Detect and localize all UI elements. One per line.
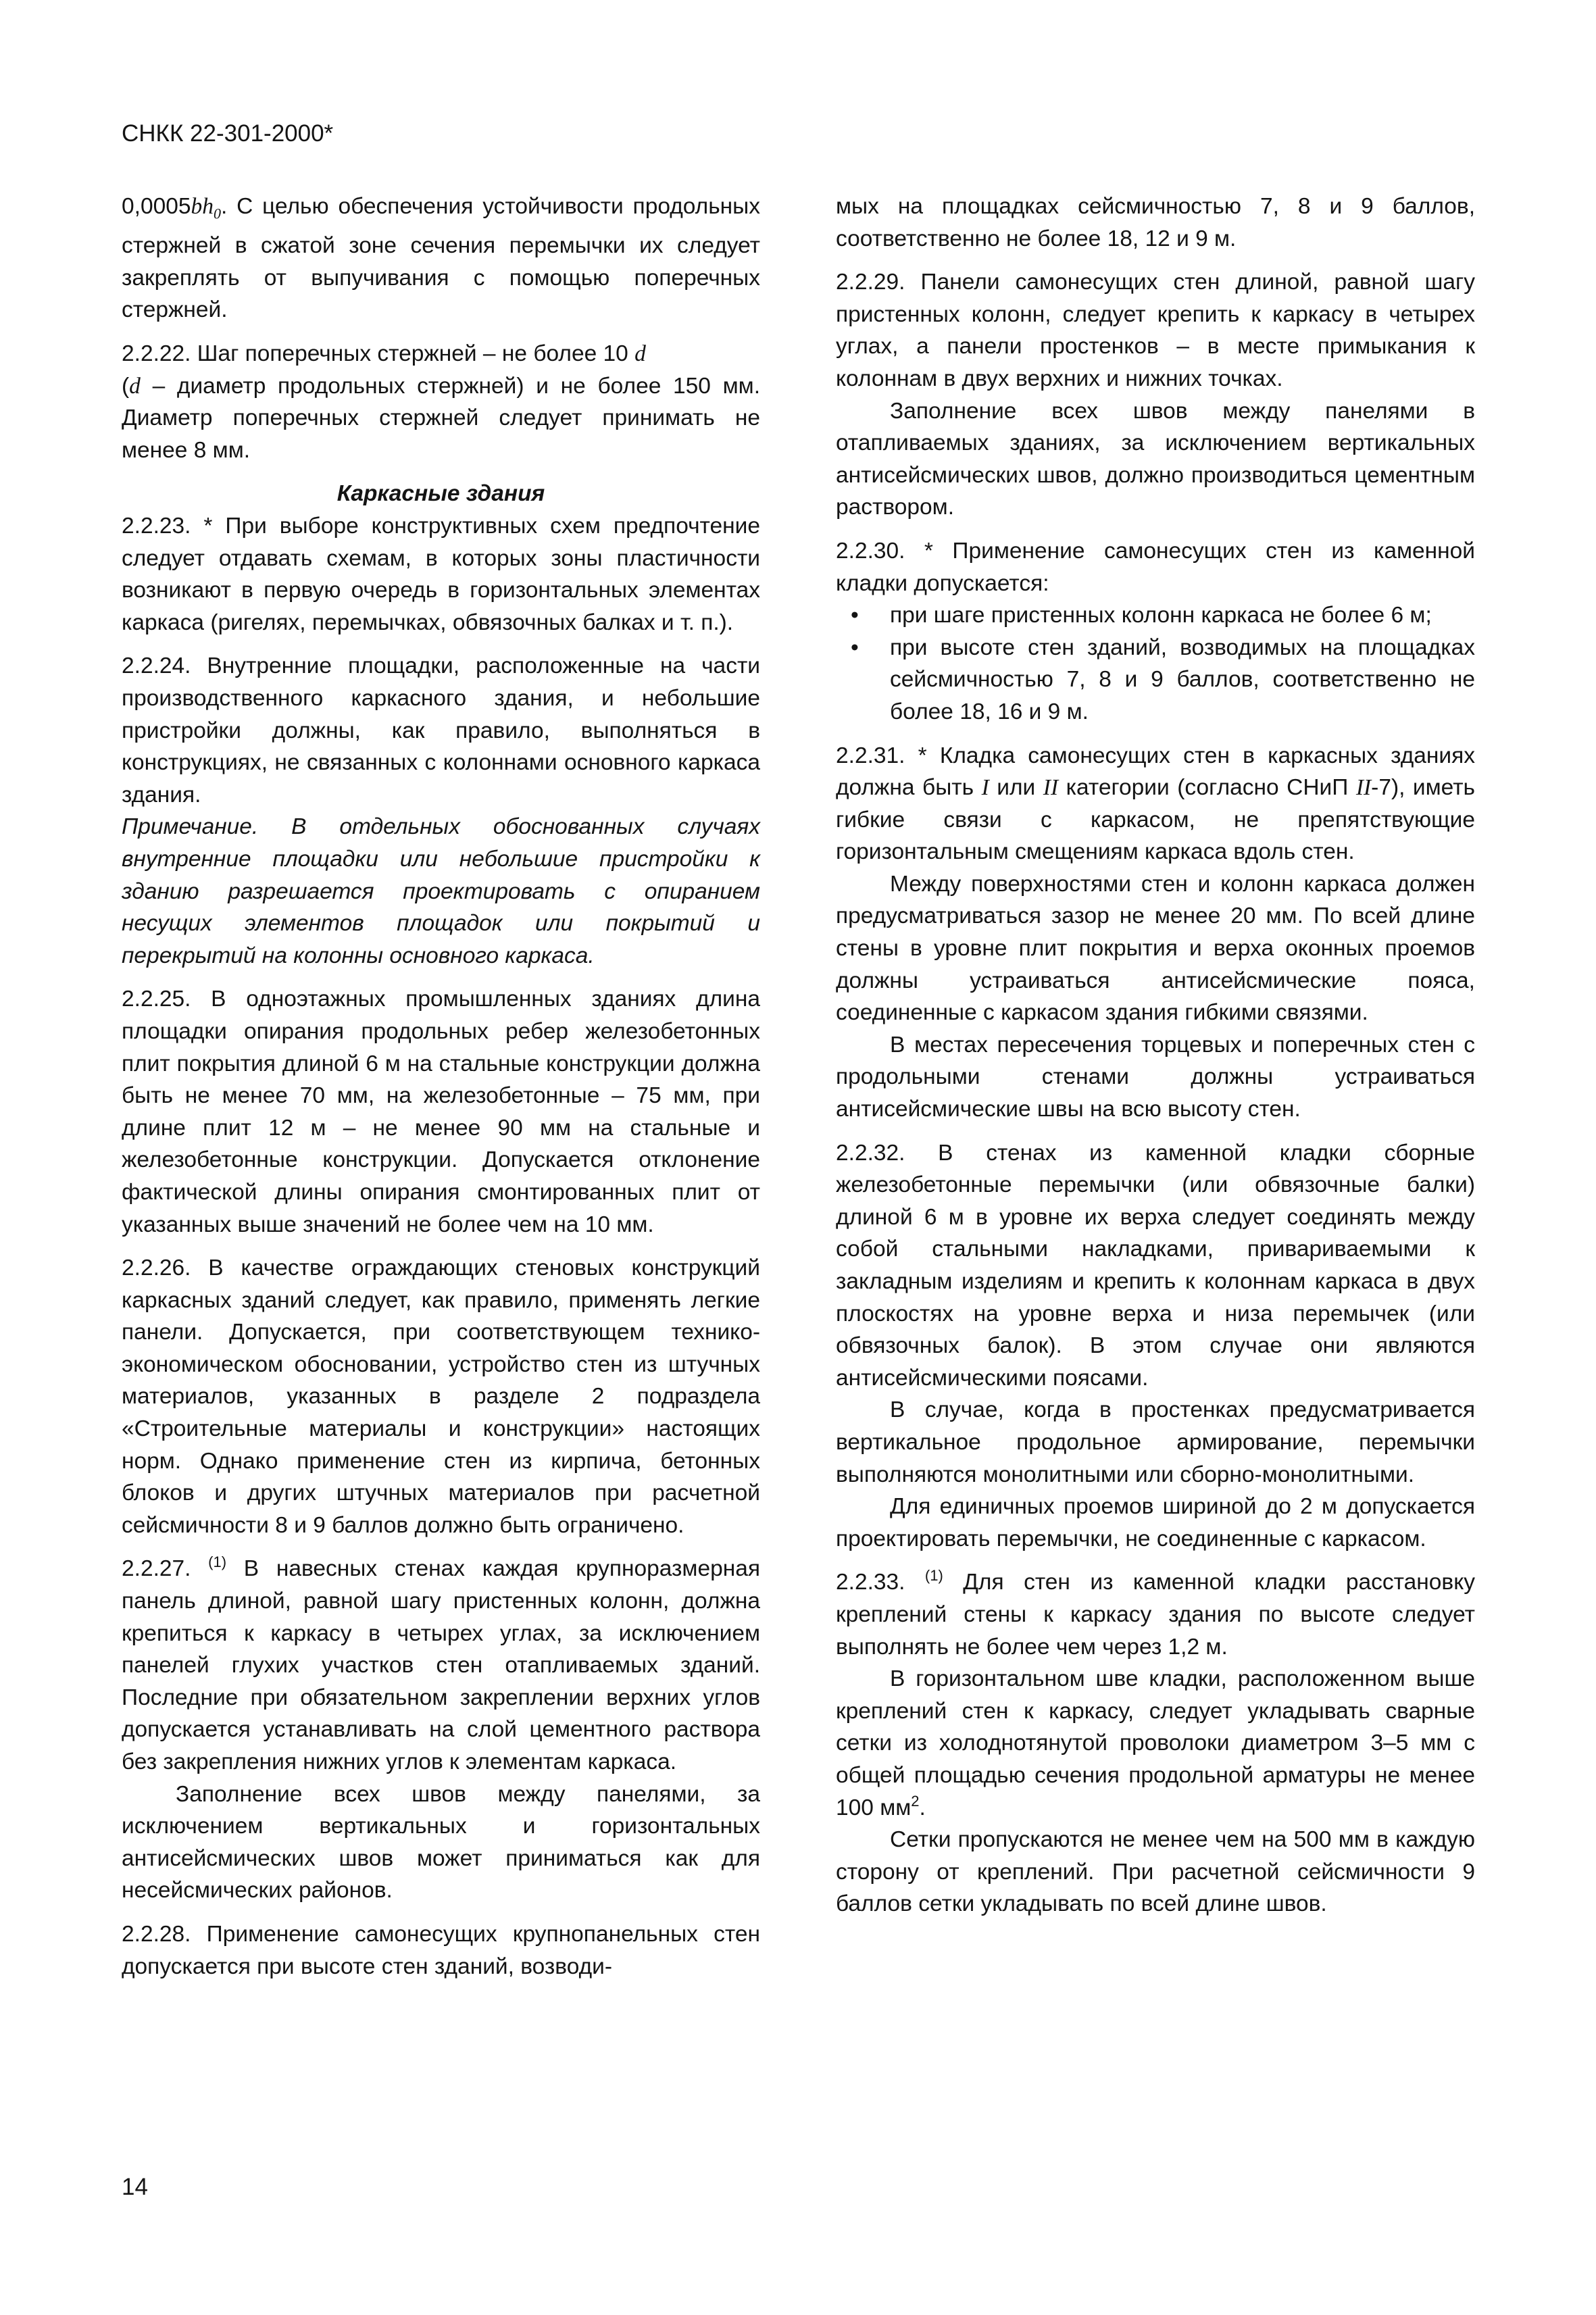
text-run: 0,0005 bbox=[122, 194, 191, 219]
paragraph: Заполнение всех швов между панелями в отапливаемых зданиях, за исключением вертикальных антисейсмических швов, должно производиться цементным раствором. bbox=[836, 398, 1475, 520]
formula-subscript: 0 bbox=[213, 205, 221, 222]
paragraph: Для единичных проемов шириной до 2 м допускается проектировать перемычки, не соединенные с каркасом. bbox=[836, 1494, 1475, 1551]
text-run: В навесных стенах каждая крупноразмерная панель длиной, равной шагу пристенных колонн, должна крепиться к каркасу в четырех углах, за исключением панелей глухих участков стен отапливаемых зданий. Последние при обязательном закреплении верхних углов допускается устанавливать на слой цементного раствора без закрепления нижних углов к элементам каркаса. bbox=[122, 1556, 760, 1774]
text-run: категории (согласно СНиП bbox=[1058, 775, 1356, 801]
paragraph: Между поверхностями стен и колонн каркаса должен предусматриваться зазор не менее 20 мм. По всей длине стены в уровне плит покрытия и верха оконных проемов должны устраиваться антисейсмические пояса, соединенные с каркасом здания гибкими связями. bbox=[836, 871, 1475, 1026]
list-item-text: при высоте стен зданий, возводимых на площадках сейсмичностью 7, 8 и 9 баллов, соответственно не более 18, 16 и 9 м. bbox=[890, 634, 1475, 724]
formula-run: d bbox=[634, 341, 646, 367]
clause-2-2-32: 2.2.32. В стенах из каменной кладки сборные железобетонные перемычки (или обвязочные балки) длиной 6 м в уровне их верха следует соединять между собой стальными накладками, привариваемыми к закладным изделиям и крепить к колоннам каркаса в двух плоскостях на уровне верха и низа перемычек (или обвязочных балок). В этом случае они являются антисейсмическими поясами. bbox=[836, 1140, 1475, 1391]
text-run: . С целью обеспечения устойчивости продольных стержней в сжатой зоне сечения перемычки их следует закреплять от выпучивания с помощью поперечных стержней. bbox=[122, 194, 760, 323]
list-item-text: при шаге пристенных колонн каркаса не более 6 м; bbox=[890, 603, 1432, 628]
bullet-icon: • bbox=[851, 603, 859, 628]
superscript: 2 bbox=[911, 1792, 920, 1810]
paragraph-continuation bbox=[122, 191, 760, 326]
list-item bbox=[836, 632, 1475, 728]
category-run: II bbox=[1043, 775, 1059, 801]
formula-run: d bbox=[129, 373, 141, 399]
footnote-marker: (1) bbox=[208, 1553, 227, 1571]
page-number: 14 bbox=[122, 2174, 148, 2200]
document-code-header: СНКК 22-301-2000* bbox=[122, 120, 334, 147]
clause-2-2-30: 2.2.30. * Применение самонесущих стен из каменной кладки допускается: bbox=[836, 538, 1475, 596]
paragraph bbox=[836, 1663, 1475, 1824]
category-run: II bbox=[1355, 775, 1372, 801]
text-run: Для стен из каменной кладки расстановку креплений стены к каркасу здания по высоте следует выполнять не более чем через 1,2 м. bbox=[836, 1570, 1475, 1660]
text-run: -7), иметь гибкие связи с каркасом, не препятствующие горизонтальным смещениям каркаса вдоль стен. bbox=[836, 775, 1475, 865]
paragraph: В местах пересечения торцевых и поперечных стен с продольными стенами должны устраиваться антисейсмические швы на всю высоту стен. bbox=[836, 1032, 1475, 1122]
category-run: I bbox=[981, 775, 989, 801]
list-item bbox=[836, 599, 1475, 632]
clause-2-2-26: 2.2.26. В качестве ограждающих стеновых конструкций каркасных зданий следует, как правило, применять легкие панели. Допускается, при соответствующем технико-экономическом обосновании, устройство стен из штучных материалов, указанных в разделе 2 подраздела «Строительные материалы и конструкции» настоящих норм. Однако применение стен из кирпича, бетонных блоков и других штучных материалов при расчетной сейсмичности 8 и 9 баллов должно быть ограничено. bbox=[122, 1255, 760, 1538]
text-run: . bbox=[919, 1795, 926, 1820]
text-run: ( bbox=[122, 373, 130, 399]
paragraph: В случае, когда в простенках предусматривается вертикальное продольное армирование, перемычки выполняются монолитными или сборно-монолитными. bbox=[836, 1397, 1475, 1487]
right-column bbox=[836, 191, 1475, 1920]
text-run: 2.2.22. Шаг поперечных стержней – не более 10 bbox=[122, 341, 635, 367]
text-run: 2.2.31. * Кладка самонесущих стен в каркасных зданиях должна быть bbox=[836, 743, 1475, 801]
clause-2-2-23: 2.2.23. * При выборе конструктивных схем предпочтение следует отдавать схемам, в которых зоны пластичности возникают в первую очередь в горизонтальных элементах каркаса (ригелях, перемычках, обвязочных балках и т. п.). bbox=[122, 514, 760, 635]
paragraph: Заполнение всех швов между панелями, за исключением вертикальных и горизонтальных антисейсмических швов может приниматься как для несейсмических районов. bbox=[122, 1781, 760, 1903]
formula-run: bh bbox=[191, 194, 214, 219]
clause-2-2-24: 2.2.24. Внутренние площадки, расположенные на части производственного каркасного здания, и небольшие пристройки должны, как правило, выполняться в конструкциях, не связанных с колоннами основного каркаса здания. bbox=[122, 653, 760, 807]
text-run: – диаметр продольных стержней) и не более 150 мм. Диаметр поперечных стержней следует принимать не менее 8 мм. bbox=[122, 373, 760, 463]
clause-2-2-33 bbox=[836, 1566, 1475, 1663]
text-run: или bbox=[989, 775, 1043, 801]
left-column bbox=[122, 191, 760, 1983]
clause-2-2-31 bbox=[836, 740, 1475, 868]
clause-2-2-27 bbox=[122, 1553, 760, 1778]
text-run: 2.2.27. bbox=[122, 1556, 209, 1582]
bullet-icon: • bbox=[851, 634, 859, 660]
clause-2-2-28: 2.2.28. Применение самонесущих крупнопанельных стен допускается при высоте стен зданий, возводи- bbox=[122, 1921, 760, 1979]
clause-2-2-22 bbox=[122, 338, 760, 466]
paragraph: Сетки пропускаются не менее чем на 500 мм в каждую сторону от креплений. При расчетной сейсмичности 9 баллов сетки укладывать по всей длине швов. bbox=[836, 1827, 1475, 1917]
clause-2-2-29: 2.2.29. Панели самонесущих стен длиной, равной шагу пристенных колонн, следует крепить к каркасу в четырех углах, а панели простенков – в месте примыкания к колоннам в двух верхних и нижних точках. bbox=[836, 270, 1475, 391]
note-paragraph: Примечание. В отдельных обоснованных случаях внутренние площадки или небольшие пристройки к зданию разрешается проектировать с опиранием несущих элементов площадок или покрытий и перекрытий на колонны основного каркаса. bbox=[122, 814, 760, 968]
text-run: 2.2.33. bbox=[836, 1570, 925, 1595]
text-run: В горизонтальном шве кладки, расположенном выше креплений стен к каркасу, следует укладывать сварные сетки из холоднотянутой проволоки диаметром 3–5 мм с общей площадью сечения продольной арматуры не менее 100 мм bbox=[836, 1666, 1475, 1820]
paragraph-continuation: мых на площадках сейсмичностью 7, 8 и 9 баллов, соответственно не более 18, 12 и 9 м. bbox=[836, 194, 1475, 251]
footnote-marker: (1) bbox=[924, 1567, 943, 1585]
clause-2-2-25: 2.2.25. В одноэтажных промышленных зданиях длина площадки опирания продольных ребер железобетонных плит покрытия длиной 6 м на стальные конструкции должна быть не менее 70 мм, на железобетонные – 75 мм, при длине плит 12 м – не менее 90 мм на стальные и железобетонные конструкции. Допускается отклонение фактической длины опирания смонтированных плит от указанных выше значений не более чем на 10 мм. bbox=[122, 987, 760, 1237]
bullet-list bbox=[836, 599, 1475, 728]
section-subheading: Каркасные здания bbox=[336, 481, 545, 507]
